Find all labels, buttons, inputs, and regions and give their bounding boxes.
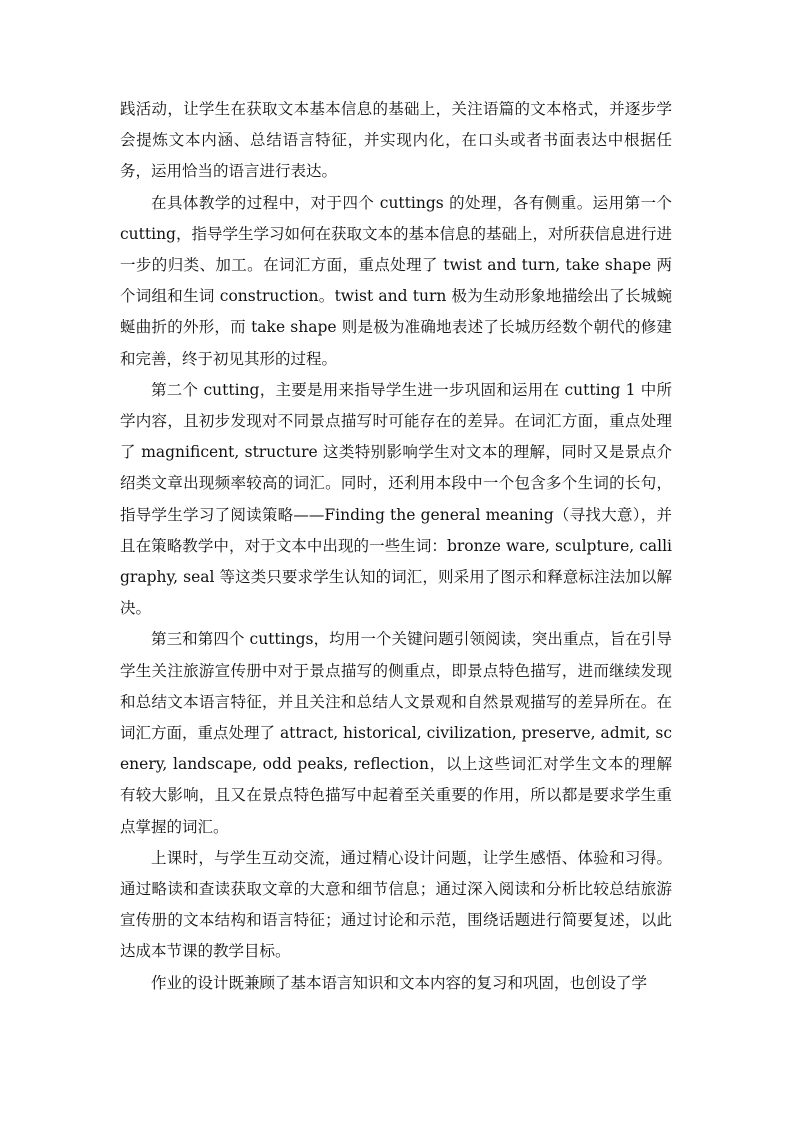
paragraph-1: 践活动，让学生在获取文本基本信息的基础上，关注语篇的文本格式，并逐步学会提炼文本内涵、总结语言特征，并实现内化，在口头或者书面表达中根据任务，运用恰当的语言进行表达。 (120, 100, 672, 181)
paragraph-6: 作业的设计既兼顾了基本语言知识和文本内容的复习和巩固，也创设了学 (151, 973, 648, 992)
paragraph-3: 第二个 cutting，主要是用来指导学生进一步巩固和运用在 cutting 1 中所学内容，且初步发现对不同景点描写时可能存在的差异。在词汇方面，重点处理了 magnificent, structure 这类特别影响学生对文本的理解，同时又是景点介绍类文章出现频率较高的词汇。同时，还利用本段中一个包含多个生词的长句，指导学生学习了阅读策略——Finding the general meaning（寻找大意），并且在策略教学中，对于文本中出现的一些生词：bronze ware, sculpture, calligraphy, seal 等这类只要求学生认知的词汇，则采用了图示和释意标注法加以解决。 (120, 380, 672, 618)
paragraph-4: 第三和第四个 cuttings，均用一个关键问题引领阅读，突出重点，旨在引导学生关注旅游宣传册中对于景点描写的侧重点，即景点特色描写，进而继续发现和总结文本语言特征，并且关注和总结人文景观和自然景观描写的差异所在。在词汇方面，重点处理了 attract, historical, civilization, preserve, admit, scenery, landscape, odd peaks, reflection，以上这些词汇对学生文本的理解有较大影响，且又在景点特色描写中起着至关重要的作用，所以都是要求学生重点掌握的词汇。 (120, 630, 672, 836)
document-body (120, 94, 672, 999)
paragraph-2: 在具体教学的过程中，对于四个 cuttings 的处理，各有侧重。运用第一个 cutting，指导学生学习如何在获取文本的基本信息的基础上，对所获信息进行进一步的归类、加工。在词汇方面，重点处理了 twist and turn, take shape 两个词组和生词 construction。twist and turn 极为生动形象地描绘出了长城蜿蜒曲折的外形，而 take shape 则是极为准确地表述了长城历经数个朝代的修建和完善，终于初见其形的过程。 (120, 193, 672, 368)
paragraph-5: 上课时，与学生互动交流，通过精心设计问题，让学生感悟、体验和习得。通过略读和查读获取文章的大意和细节信息；通过深入阅读和分析比较总结旅游宣传册的文本结构和语言特征；通过讨论和示范，围绕话题进行简要复述，以此达成本节课的教学目标。 (120, 848, 672, 961)
